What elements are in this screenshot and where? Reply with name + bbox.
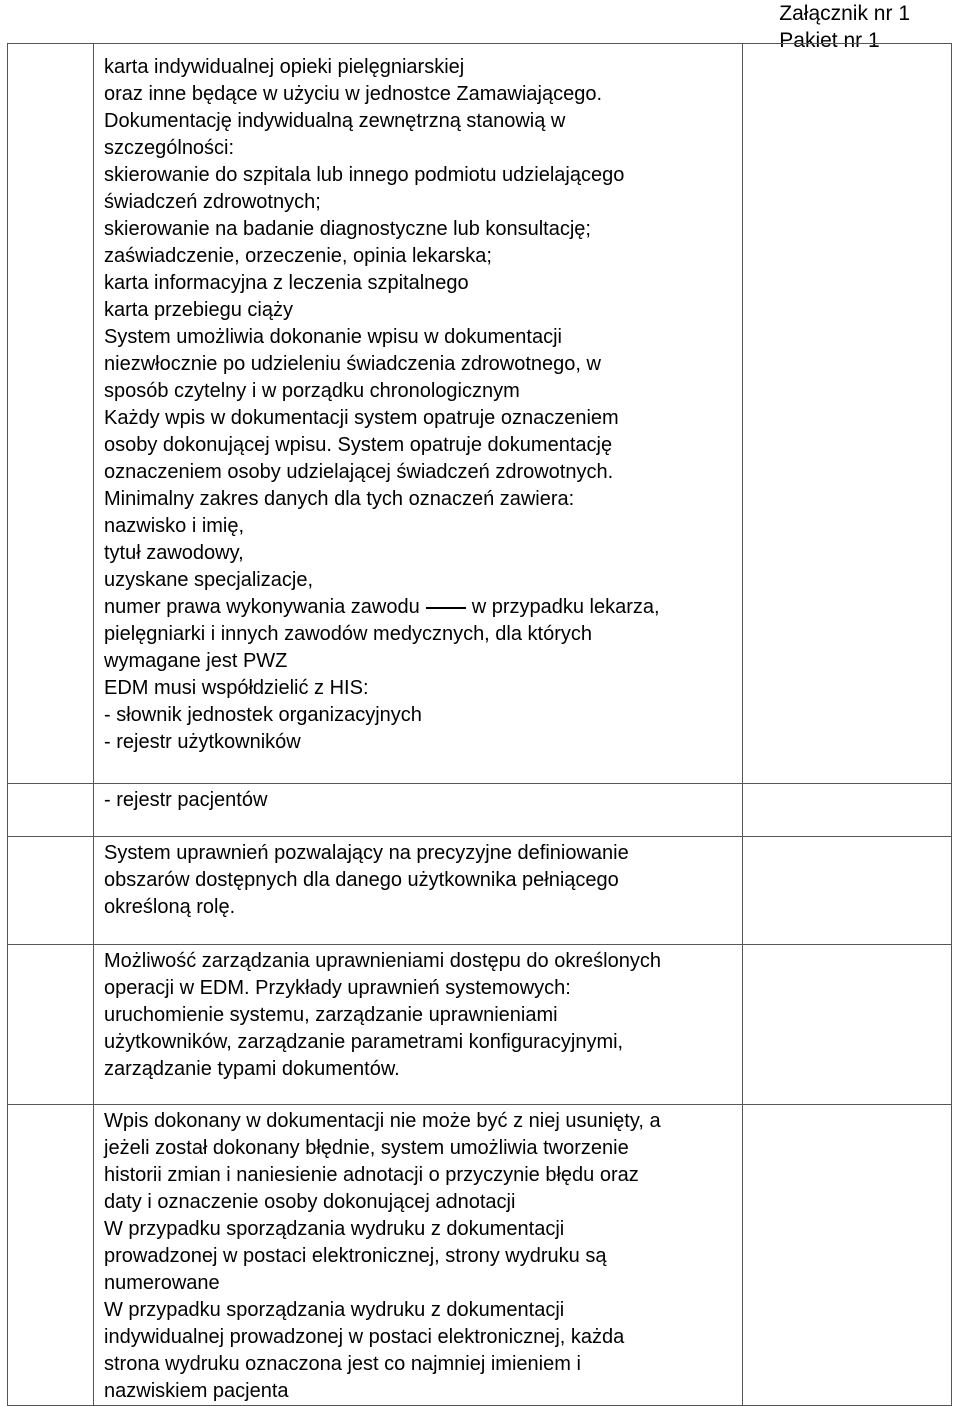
requirement-line: Możliwość zarządzania uprawnieniami dostępu do określonych — [104, 950, 661, 972]
requirement-line: skierowanie do szpitala lub innego podmiotu udzielającego — [104, 164, 625, 186]
row-number-cell — [8, 784, 94, 837]
requirement-line: zarządzanie typami dokumentów. — [104, 1058, 400, 1080]
requirement-line: uruchomienie systemu, zarządzanie uprawnieniami — [104, 1004, 558, 1026]
answer-cell — [743, 945, 952, 1105]
requirement-line: nazwisko i imię, — [104, 515, 245, 537]
requirement-line: świadczeń zdrowotnych; — [104, 191, 321, 213]
requirement-line: karta informacyjna z leczenia szpitalnego — [104, 272, 469, 294]
row-number-cell — [8, 837, 94, 945]
requirement-line: oznaczeniem osoby udzielającej świadczeń zdrowotnych. — [104, 461, 614, 483]
answer-cell — [743, 1105, 952, 1406]
requirement-line: użytkowników, zarządzanie parametrami konfiguracyjnymi, — [104, 1031, 624, 1053]
requirement-line: określoną rolę. — [104, 896, 236, 918]
requirement-line: Minimalny zakres danych dla tych oznaczeń zawiera: — [104, 488, 575, 510]
requirement-cell — [94, 1105, 743, 1406]
requirement-line: karta przebiegu ciąży — [104, 299, 293, 321]
requirement-line: szczególności: — [104, 137, 235, 159]
requirement-line: obszarów dostępnych dla danego użytkownika pełniącego — [104, 869, 619, 891]
requirement-line: - słownik jednostek organizacyjnych — [104, 704, 422, 726]
requirement-line: zaświadczenie, orzeczenie, opinia lekarska; — [104, 245, 492, 267]
requirement-line-start: numer prawa wykonywania zawodu — [104, 596, 420, 618]
requirement-line: jeżeli został dokonany błędnie, system umożliwia tworzenie — [104, 1137, 629, 1159]
requirement-line: W przypadku sporządzania wydruku z dokumentacji — [104, 1299, 565, 1321]
answer-cell — [743, 44, 952, 784]
requirement-line: W przypadku sporządzania wydruku z dokumentacji — [104, 1218, 565, 1240]
requirement-line: pielęgniarki i innych zawodów medycznych, dla których — [104, 623, 593, 645]
requirement-cell — [94, 945, 743, 1105]
attachment-label: Załącznik nr 1 — [779, 2, 910, 25]
requirement-line: oraz inne będące w użyciu w jednostce Zamawiającego. — [104, 83, 603, 105]
requirement-line: Dokumentację indywidualną zewnętrzną stanowią w — [104, 110, 566, 132]
table-row — [8, 44, 952, 784]
requirement-line: - rejestr użytkowników — [104, 731, 301, 753]
package-label: Pakiet nr 1 — [779, 29, 880, 52]
requirement-line: - rejestr pacjentów — [104, 789, 268, 811]
requirement-line: osoby dokonującej wpisu. System opatruje dokumentację — [104, 434, 613, 456]
requirement-line: daty i oznaczenie osoby dokonującej adnotacji — [104, 1191, 516, 1213]
requirement-line: sposób czytelny i w porządku chronologicznym — [104, 380, 520, 402]
requirement-line: Wpis dokonany w dokumentacji nie może być z niej usunięty, a — [104, 1110, 661, 1132]
row-number-cell — [8, 1105, 94, 1406]
requirement-line: nazwiskiem pacjenta — [104, 1380, 289, 1402]
answer-cell — [743, 784, 952, 837]
requirement-cell — [94, 784, 743, 837]
requirement-line: prowadzonej w postaci elektronicznej, strony wydruku są — [104, 1245, 607, 1267]
requirement-line: indywidualnej prowadzonej w postaci elektronicznej, każda — [104, 1326, 625, 1348]
table-row — [8, 784, 952, 837]
requirement-line-end: w przypadku lekarza, — [471, 596, 660, 618]
requirement-line: skierowanie na badanie diagnostyczne lub konsultację; — [104, 218, 591, 240]
requirement-cell — [94, 44, 743, 784]
requirement-line: niezwłocznie po udzieleniu świadczenia zdrowotnego, w — [104, 353, 601, 375]
table-row — [8, 945, 952, 1105]
requirement-line — [104, 594, 742, 621]
requirements-table — [7, 43, 952, 1406]
requirement-cell — [94, 837, 743, 945]
requirement-line: numerowane — [104, 1272, 220, 1294]
requirement-line: Każdy wpis w dokumentacji system opatruje oznaczeniem — [104, 407, 619, 429]
requirement-line: historii zmian i naniesienie adnotacji o przyczynie błędu oraz — [104, 1164, 639, 1186]
row-number-cell — [8, 945, 94, 1105]
em-dash — [426, 607, 466, 609]
row-number-cell — [8, 44, 94, 784]
table-row — [8, 837, 952, 945]
requirement-line: EDM musi współdzielić z HIS: — [104, 677, 369, 699]
table-row — [8, 1105, 952, 1406]
requirement-line: wymagane jest PWZ — [104, 650, 288, 672]
answer-cell — [743, 837, 952, 945]
requirement-line: karta indywidualnej opieki pielęgniarskiej — [104, 56, 465, 78]
requirement-line: strona wydruku oznaczona jest co najmniej imieniem i — [104, 1353, 581, 1375]
requirement-line: System uprawnień pozwalający na precyzyjne definiowanie — [104, 842, 629, 864]
requirement-line: operacji w EDM. Przykłady uprawnień systemowych: — [104, 977, 571, 999]
requirement-line: tytuł zawodowy, — [104, 542, 244, 564]
requirement-line: System umożliwia dokonanie wpisu w dokumentacji — [104, 326, 562, 348]
requirement-line: uzyskane specjalizacje, — [104, 569, 313, 591]
